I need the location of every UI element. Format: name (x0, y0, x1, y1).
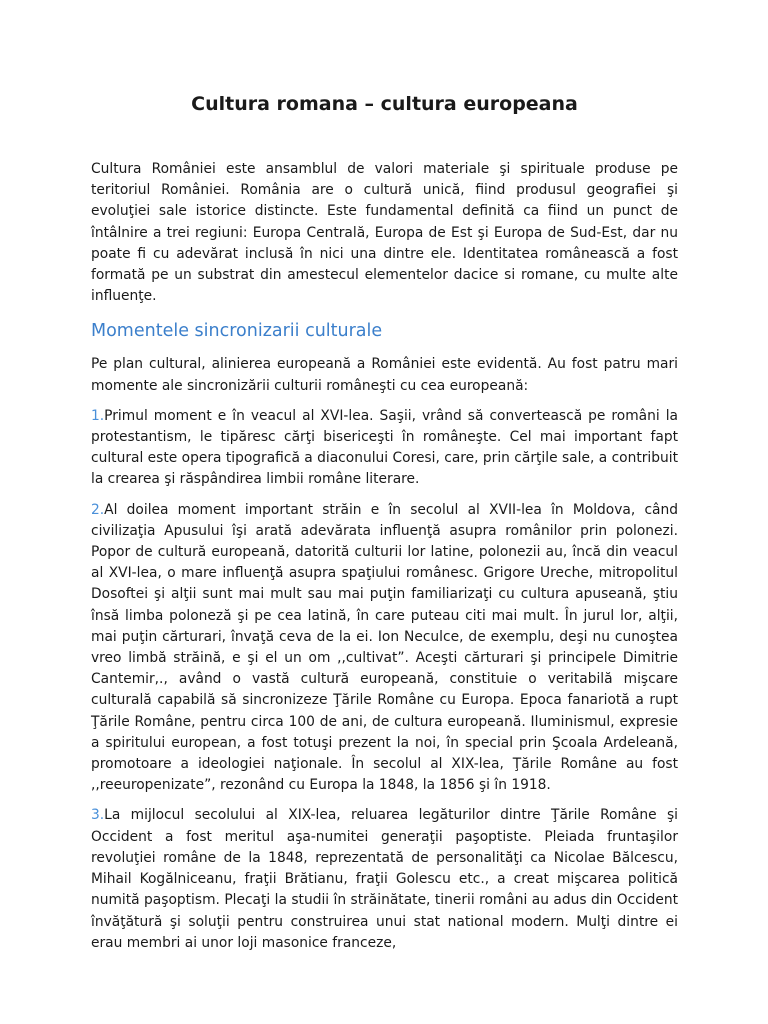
moment-paragraph-2 (91, 500, 678, 797)
section-intro-paragraph: Pe plan cultural, alinierea europeană a României este evidentă. Au fost patru mari momente ale sincronizării culturii româneşti cu cea europeană: (91, 356, 678, 394)
intro-paragraph: Cultura României este ansamblul de valori materiale şi spirituale produse pe teritoriul României. România are o cultură unică, fiind produsul geografiei şi evoluţiei sale istorice distincte. Este fundamental definită ca fiind un punct de întâlnire a trei regiuni: Europa Centrală, Europa de Est şi Europa de Sud-Est, dar nu poate fi cu adevărat inclusă în nici una dintre ele. Identitatea românească a fost formată pe un substrat din amestecul elementelor dacice si romane, cu multe alte influenţe. (91, 161, 678, 305)
page-title: Cultura romana – cultura europeana (191, 93, 578, 115)
section-heading: Momentele sincronizarii culturale (91, 321, 383, 342)
moment-paragraph-1 (91, 406, 678, 491)
list-number: 3. (91, 807, 105, 824)
moment-text: La mijlocul secolului al XIX-lea, reluarea legăturilor dintre Ţările Române şi Occident a fost meritul aşa-numitei generaţii paşoptiste. Pleiada fruntaşilor revoluţiei române de la 1848, reprezentată de personalităţi ca Nicolae Bălcescu, Mihail Kogălniceanu, fraţii Brătianu, fraţii Golescu etc., a creat mişcarea politică numită paşoptism. Plecaţi la studii în străinătate, tinerii români au adus din Occident învăţătură şi soluţii pentru construirea unui stat national modern. Mulţi dintre ei erau membri ai unor loji masonice franceze, (91, 807, 678, 951)
moment-paragraph-3 (91, 805, 678, 953)
list-number: 1. (91, 407, 105, 424)
moment-text: Al doilea moment important străin e în secolul al XVII-lea în Moldova, când civilizaţia Apusului îşi arată adevărata influenţă asupra românilor prin polonezi. Popor de cultură europeană, datorită culturii lor latine, polonezii au, încă din veacul al XVI-lea, o mare influenţă asupra spaţiului românesc. Grigore Ureche, mitropolitul Dosoftei şi alţii sunt mai mult sau mai puţin familiarizaţi cu cultura apuseană, ştiu însă limba poloneză şi pe cea latină, în care puteau citi mai mult. În jurul lor, alţii, mai puţin cărturari, învaţă ceva de la ei. Ion Neculce, de exemplu, deşi nu cunoştea vreo limbă străină, e şi el un om ,,cultivat”. Aceşti cărturari şi principele Dimitrie Cantemir,., având o vastă cultură europeană, constituie o veritabilă mişcare culturală capabilă să sincronizeze Ţările Române cu Europa. Epoca fanariotă a rupt Ţările Române, pentru circa 100 de ani, de cultura europeană. Iluminismul, expresie a spiritului european, a fost totuşi prezent la noi, în special prin Şcoala Ardeleană, promotoare a ideologiei naţionale. În secolul al XIX-lea, Ţările Române au fost ,,reeuropenizate”, rezonând cu Europa la 1848, la 1856 şi în 1918. (91, 501, 678, 794)
moment-text: Primul moment e în veacul al XVI-lea. Saşii, vrând să convertească pe români la protestantism, le tipăresc cărţi bisericeşti în româneşte. Cel mai important fapt cultural este opera tipografică a diaconului Coresi, care, prin cărţile sale, a contribuit la crearea şi răspândirea limbii române literare. (91, 407, 678, 488)
list-number: 2. (91, 501, 105, 518)
